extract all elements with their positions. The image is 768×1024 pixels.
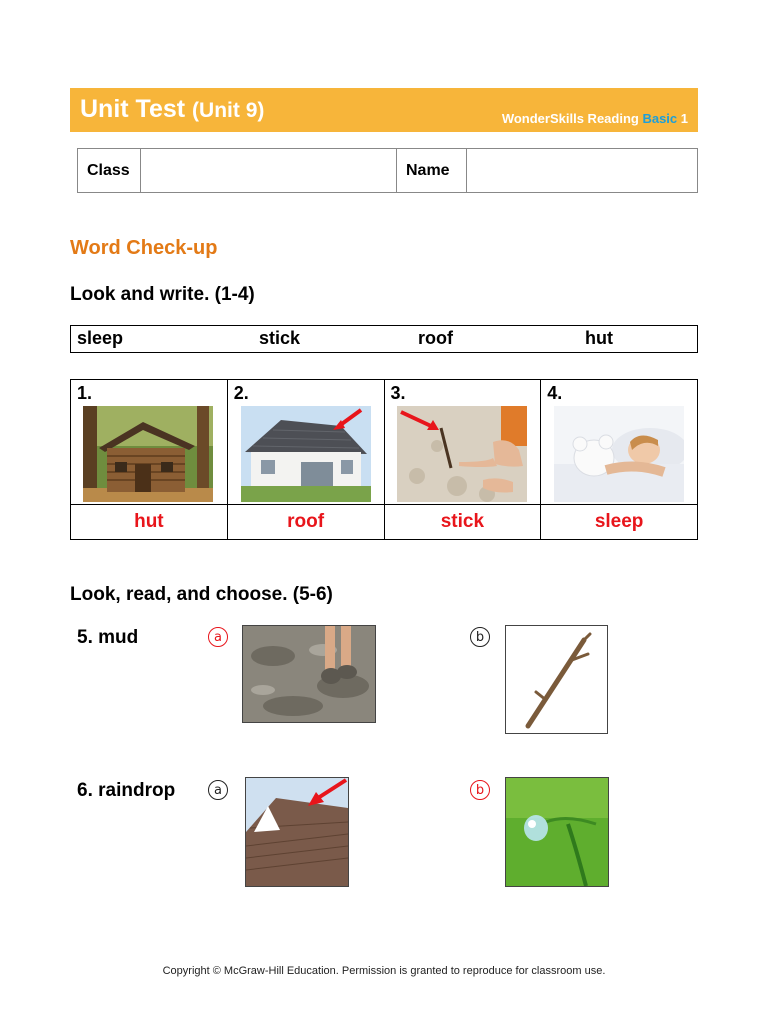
sleeping-child-image <box>554 406 684 502</box>
section-title: Word Check-up <box>70 237 218 259</box>
option-a-marker-q6[interactable] <box>208 780 228 800</box>
picture-cell-2 <box>227 380 384 505</box>
name-label: Name <box>397 149 467 193</box>
picture-cell-3 <box>384 380 541 505</box>
part2-instruction: Look, read, and choose. (5-6) <box>70 584 333 605</box>
picture-cell-4 <box>541 380 698 505</box>
word-bank <box>70 325 698 353</box>
class-name-table <box>77 148 698 193</box>
option-letter: b <box>475 629 485 645</box>
brand-level: Basic <box>642 111 678 126</box>
picture-cell-1 <box>71 380 228 505</box>
hand-stick-sand-image <box>397 406 527 502</box>
item-number: 3. <box>390 383 406 403</box>
word-bank-item: hut <box>585 328 613 348</box>
brand-label <box>502 111 688 126</box>
raindrop-image <box>505 777 609 887</box>
brand-number: 1 <box>677 111 688 126</box>
class-label: Class <box>78 149 141 193</box>
stick-image <box>505 625 608 734</box>
header-banner <box>70 88 698 132</box>
log-cabin-image <box>83 406 213 502</box>
option-letter: b <box>475 782 485 798</box>
part1-instruction: Look and write. (1-4) <box>70 284 255 305</box>
roof-image <box>245 777 349 887</box>
mud-feet-image <box>242 625 376 723</box>
copyright-footer: Copyright © McGraw-Hill Education. Permission is granted to reproduce for classroom use. <box>162 965 606 977</box>
brand-prefix: WonderSkills Reading <box>501 111 643 126</box>
title-text: Unit Test <box>80 95 186 123</box>
question-6-label: 6. raindrop <box>77 780 176 801</box>
answer-cell-3[interactable]: stick <box>384 505 541 540</box>
option-letter: a <box>214 629 222 645</box>
option-b-marker-q6[interactable] <box>470 780 490 800</box>
item-number: 4. <box>547 383 563 403</box>
answer-cell-2[interactable]: roof <box>227 505 384 540</box>
name-field[interactable] <box>467 149 698 193</box>
picture-grid <box>70 379 698 540</box>
unit-subtitle: (Unit 9) <box>192 99 265 122</box>
house-roof-image <box>241 406 371 502</box>
option-letter: a <box>214 782 222 798</box>
answer-cell-4[interactable]: sleep <box>541 505 698 540</box>
option-b-marker-q5[interactable] <box>470 627 490 647</box>
question-5-label: 5. mud <box>77 627 139 648</box>
word-bank-item: sleep <box>77 328 124 348</box>
answer-cell-1[interactable]: hut <box>71 505 228 540</box>
option-a-marker-q5[interactable] <box>208 627 228 647</box>
word-bank-item: stick <box>259 328 301 348</box>
item-number: 2. <box>233 383 249 403</box>
word-bank-item: roof <box>418 328 453 348</box>
item-number: 1. <box>77 383 93 403</box>
class-field[interactable] <box>141 149 397 193</box>
test-title <box>80 95 264 124</box>
